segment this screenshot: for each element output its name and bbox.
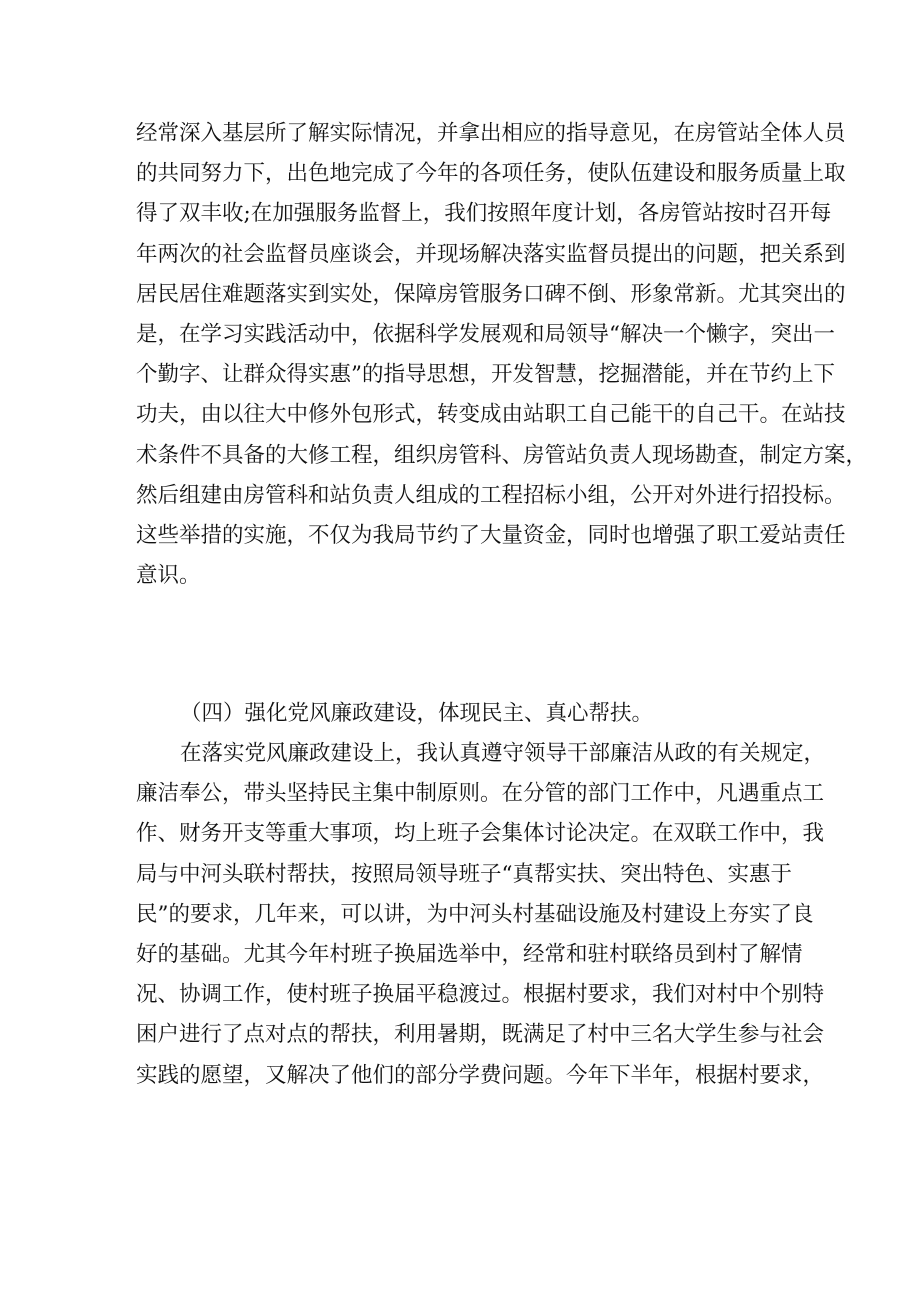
- text-line: 经常深入基层所了解实际情况，并拿出相应的指导意见，在房管站全体人员: [136, 121, 846, 146]
- text-line: 然后组建由房管科和站负责人组成的工程招标小组，公开对外进行招投标。: [136, 482, 846, 508]
- text-line: 是，在学习实践活动中，依据科学发展观和局领导“解决一个懒字，突出一: [136, 322, 835, 348]
- text-line: 居民居住难题落实到实处，保障房管服务口碑不倒、形象常新。尤其突出的: [136, 281, 846, 307]
- text-line: 意识。: [136, 563, 201, 589]
- paragraph-2: [136, 734, 826, 1096]
- text-line: 好的基础。尤其今年村班子换届选举中，经常和驻村联络员到村了解情: [136, 942, 803, 968]
- text-line: 年两次的社会监督员座谈会，并现场解决落实监督员提出的问题，把关系到: [136, 241, 846, 267]
- text-line: 功夫，由以往大中修外包形式，转变成由站职工自己能干的自己干。在站技: [136, 402, 846, 428]
- text-line: 在落实党风廉政建设上，我认真遵守领导干部廉洁从政的有关规定，: [180, 741, 826, 766]
- text-line: 的共同努力下，出色地完成了今年的各项任务，使队伍建设和服务质量上取: [136, 161, 846, 187]
- text-line: 困户进行了点对点的帮扶，利用暑期，既满足了村中三名大学生参与社会: [136, 1022, 825, 1048]
- text-line: 术条件不具备的大修工程，组织房管科、房管站负责人现场勘查，制定方案，: [136, 442, 868, 468]
- text-line: 民”的要求，几年来，可以讲，为中河头村基础设施及村建设上夯实了良: [136, 901, 814, 927]
- section-heading: [136, 694, 786, 734]
- text-line: 这些举措的实施，不仅为我局节约了大量资金，同时也增强了职工爱站责任: [136, 523, 846, 549]
- text-line: 实践的愿望，又解决了他们的部分学费问题。今年下半年，根据村要求，: [136, 1062, 825, 1088]
- text-line: 况、协调工作，使村班子换届平稳渡过。根据村要求，我们对村中个别特: [136, 982, 825, 1008]
- paragraph-1: [136, 114, 868, 596]
- text-line: 廉洁奉公，带头坚持民主集中制原则。在分管的部门工作中，凡遇重点工: [136, 781, 825, 807]
- text-line: 局与中河头联村帮扶，按照局领导班子“真帮实扶、突出特色、实惠于: [136, 861, 792, 887]
- section-heading-text: （四）强化党风廉政建设，体现民主、真心帮扶。: [180, 701, 654, 726]
- text-line: 作、财务开支等重大事项，均上班子会集体讨论决定。在双联工作中，我: [136, 821, 825, 847]
- text-line: 得了双丰收;在加强服务监督上，我们按照年度计划，各房管站按时召开每: [136, 201, 832, 227]
- text-line: 个勤字、让群众得实惠”的指导思想，开发智慧，挖掘潜能，并在节约上下: [136, 362, 835, 388]
